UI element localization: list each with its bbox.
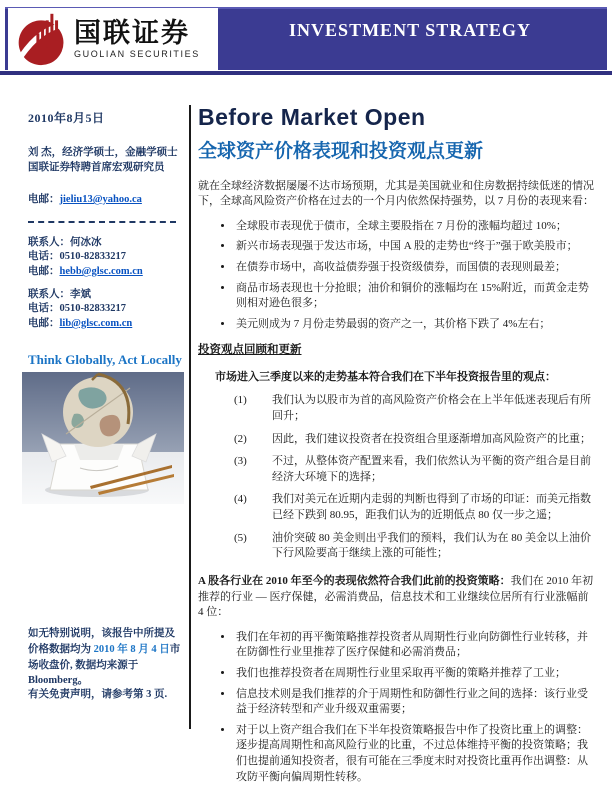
analyst-email-link[interactable]: jieliu13@yahoo.ca bbox=[59, 194, 142, 205]
contact-email-row bbox=[28, 265, 143, 279]
globe-on-takeout-box-photo bbox=[22, 372, 184, 504]
sector-strategy-list bbox=[198, 630, 594, 785]
item-number: (4) bbox=[234, 493, 247, 506]
contact-email-link[interactable]: hebb@glsc.com.cn bbox=[59, 265, 143, 277]
item-text: 不过，从整体资产配置来看，我们依然认为平衡的资产组合是目前经济大环境下的选择； bbox=[272, 455, 591, 483]
section-heading-review: 投资观点回顾和更新 bbox=[198, 343, 302, 356]
guolian-emblem-icon bbox=[14, 10, 70, 68]
list-item: • 信息技术则是我们推荐的介于周期性和防御性行业之间的选择：该行业受益于经济转型和产业升级双重需要； bbox=[234, 687, 594, 718]
disclaimer-date: 2010 年 8 月 4 日 bbox=[93, 643, 170, 655]
list-item: • 在债券市场中，高收益债券强于投资级债券，而国债的表现则最差； bbox=[234, 260, 594, 276]
contact-label: 联系人： bbox=[28, 289, 70, 300]
contact-block-2 bbox=[28, 288, 132, 331]
contact-phone: 0510-82833217 bbox=[59, 303, 126, 315]
contact-name: 何冰冰 bbox=[70, 237, 102, 248]
report-date: 2010年8月5日 bbox=[28, 111, 105, 125]
dashed-separator bbox=[28, 221, 176, 223]
main-content bbox=[198, 101, 594, 790]
contact-name: 李斌 bbox=[70, 289, 91, 300]
email-label: 电邮： bbox=[28, 317, 60, 329]
item-text: 因此，我们建议投资者在投资组合里逐渐增加高风险资产的比重； bbox=[272, 432, 591, 445]
contact-name-row bbox=[28, 236, 143, 250]
astock-lead-rest: 我们在 2010 年初推荐的行业 — 医疗保健，必需消费品，信息技术和工业继续位居所有行业涨幅前 4 位： bbox=[198, 574, 594, 619]
logo-text bbox=[74, 17, 200, 59]
logo-chinese-name: 国联证券 bbox=[74, 17, 190, 48]
item-number: (1) bbox=[234, 394, 247, 407]
item-number: (2) bbox=[234, 432, 247, 445]
list-item: • 全球股市表现优于债市，全球主要股指在 7 月份的涨幅均超过 10%； bbox=[234, 219, 594, 235]
contact-phone-row bbox=[28, 302, 132, 316]
list-item: • 商品市场表现也十分抢眼；油价和铜价的涨幅均在 15%附近，而黄金走势则相对逊色很多； bbox=[234, 281, 594, 312]
list-item: • 美元则成为 7 月份走势最弱的资产之一，其价格下跌了 4%左右； bbox=[234, 317, 594, 333]
contact-block-1 bbox=[28, 236, 143, 279]
item-number: (3) bbox=[234, 455, 247, 468]
legal-footnote: 有关免责声明，请参考第 3 页. bbox=[28, 689, 168, 700]
contact-phone: 0510-82833217 bbox=[59, 251, 126, 263]
astock-strategy-paragraph bbox=[198, 574, 594, 621]
analyst-name-credentials: 刘 杰，经济学硕士，金融学硕士 bbox=[28, 147, 178, 158]
list-item: • 对于以上资产组合我们在下半年投资策略报告中作了投资比重上的调整：逐步提高周期性和高风险行业的比重，不过总体维持平衡的投资策略；我们也提前通知投资者，很有可能在三季度末时对投资比重再作出调整：从攻防平衡向偏周期性转移。 bbox=[234, 723, 594, 785]
page-subtitle: 全球资产价格表现和投资观点更新 bbox=[198, 140, 484, 162]
email-label: 电邮： bbox=[28, 194, 60, 205]
astock-lead-bold: A 股各行业在 2010 年至今的表现依然符合我们此前的投资策略： bbox=[198, 574, 511, 587]
logo-english-name: GUOLIAN SECURITIES bbox=[74, 48, 200, 59]
contact-email-link[interactable]: lib@glsc.com.cn bbox=[59, 317, 133, 329]
phone-label: 电话： bbox=[28, 251, 60, 263]
list-item: • 我们也推荐投资者在周期性行业里采取再平衡的策略并推荐了工业； bbox=[234, 666, 594, 682]
phone-label: 电话： bbox=[28, 303, 60, 315]
list-item: • 新兴市场表现强于发达市场，中国 A 股的走势也“终于”强于欧美股市； bbox=[234, 239, 594, 255]
disclaimer-text: 如无特别说明，该报告中所提及价格数据均为 bbox=[28, 628, 175, 655]
numbered-item bbox=[234, 393, 594, 424]
item-number: (5) bbox=[234, 531, 247, 544]
disclaimer-text-2: 市场收盘价, 数据均来源于 Bloomberg。 bbox=[28, 643, 181, 687]
numbered-item bbox=[234, 492, 594, 523]
numbered-item bbox=[234, 432, 594, 448]
header-rule bbox=[0, 71, 612, 75]
contact-email-row bbox=[28, 317, 132, 331]
item-text: 我们对美元在近期内走弱的判断也得到了市场的印证：而美元指数已经下跌到 80.95，距我们认为的近期低点 80 仅一步之遥； bbox=[272, 493, 591, 522]
analyst-info bbox=[28, 145, 178, 175]
market-performance-list bbox=[198, 219, 594, 333]
email-label: 电邮： bbox=[28, 265, 60, 277]
column-divider bbox=[189, 105, 191, 729]
viewpoints-numbered-list bbox=[198, 393, 594, 561]
list-item: • 我们在年初的再平衡策略推荐投资者从周期性行业向防御性行业转移，并在防御性行业里推荐了医疗保健和必需消费品； bbox=[234, 630, 594, 661]
company-logo bbox=[8, 8, 218, 70]
analyst-email-row bbox=[28, 191, 142, 206]
section1-lead: 市场进入三季度以来的走势基本符合我们在下半年投资报告里的观点： bbox=[215, 370, 556, 383]
item-text: 油价突破 80 美金则出乎我们的预料，我们认为在 80 美金以上油价下行风险要高于继续上涨的可能性； bbox=[272, 531, 591, 560]
numbered-item bbox=[234, 531, 594, 562]
contact-phone-row bbox=[28, 250, 143, 264]
contact-label: 联系人： bbox=[28, 237, 70, 248]
report-type-banner: INVESTMENT STRATEGY bbox=[289, 20, 531, 40]
item-text: 我们认为以股市为首的高风险资产价格会在上半年低迷表现后有所回升； bbox=[272, 394, 591, 423]
intro-paragraph: 就在全球经济数据屡屡不达市场预期，尤其是美国就业和住房数据持续低迷的情况下，全球高风险资产价格在过去的一个月内依然保持强势，以 7 月份的表现来看： bbox=[198, 179, 594, 208]
page-title: Before Market Open bbox=[198, 104, 426, 130]
contact-name-row bbox=[28, 288, 132, 302]
sidebar bbox=[28, 105, 180, 765]
slogan-text: Think Globally, Act Locally bbox=[28, 352, 182, 367]
price-data-disclaimer bbox=[28, 626, 184, 689]
analyst-title: 国联证券特聘首席宏观研究员 bbox=[28, 162, 165, 174]
numbered-item bbox=[234, 454, 594, 485]
